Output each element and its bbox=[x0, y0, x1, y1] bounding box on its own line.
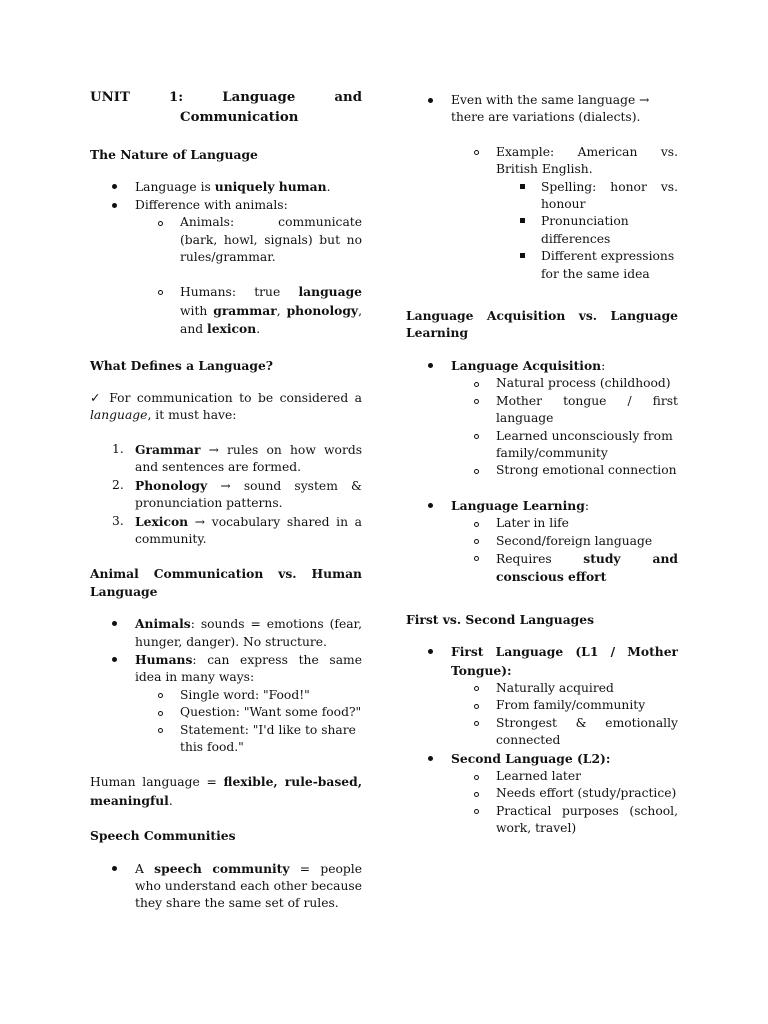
list-item: Practical purposes (school, work, travel) bbox=[406, 803, 678, 838]
circle-bullet-icon bbox=[474, 556, 479, 561]
circle-bullet-icon bbox=[474, 792, 479, 797]
circle-bullet-icon bbox=[474, 150, 479, 155]
list-item: Second/foreign language bbox=[406, 533, 678, 550]
bullet-icon bbox=[112, 203, 117, 208]
list-item: Strong emotional connection bbox=[406, 462, 678, 479]
list-item: Animals: sounds = emotions (fear, hunger, danger). No structure. bbox=[90, 615, 362, 651]
list-item: Later in life bbox=[406, 515, 678, 532]
square-bullet-icon bbox=[520, 218, 525, 223]
circle-bullet-icon bbox=[158, 693, 163, 698]
list-item: From family/community bbox=[406, 697, 678, 714]
unit-title-line1: UNIT 1: Language and bbox=[90, 90, 362, 105]
list-item: A speech community = people who understand each other because they share the same set of rules. bbox=[90, 860, 362, 913]
defines-intro: ✓ For communication to be considered a language, it must have: bbox=[90, 391, 362, 423]
circle-bullet-icon bbox=[474, 686, 479, 691]
list-item: Difference with animals: bbox=[90, 197, 362, 214]
unit-title-line2: Communication bbox=[180, 110, 299, 125]
circle-bullet-icon bbox=[474, 809, 479, 814]
circle-bullet-icon bbox=[474, 469, 479, 474]
list-item: Language is uniquely human. bbox=[90, 178, 362, 196]
nature-heading: The Nature of Language bbox=[90, 147, 258, 162]
circle-bullet-icon bbox=[474, 704, 479, 709]
first-second-heading: First vs. Second Languages bbox=[406, 611, 595, 627]
list-item: Needs effort (study/practice) bbox=[406, 785, 678, 802]
list-item: Single word: "Food!" bbox=[90, 687, 362, 704]
bullet-icon bbox=[112, 866, 117, 871]
list-item: Learned later bbox=[406, 768, 678, 785]
bullet-icon bbox=[428, 756, 433, 761]
circle-bullet-icon bbox=[158, 728, 163, 733]
circle-bullet-icon bbox=[158, 711, 163, 716]
bullet-icon bbox=[428, 503, 433, 508]
animal-human-list bbox=[90, 615, 362, 756]
unit-title bbox=[90, 88, 362, 128]
acq-heading: Language Acquisition vs. Language Learning bbox=[406, 308, 678, 341]
list-item: Spelling: honor vs. honour bbox=[406, 179, 678, 214]
circle-bullet-icon bbox=[474, 399, 479, 404]
list-item: 1. Grammar → rules on how words and sentences are formed. bbox=[112, 441, 362, 475]
list-item: 3. Lexicon → vocabulary shared in a community. bbox=[112, 513, 362, 546]
list-item: Different expressions for the same idea bbox=[406, 248, 678, 283]
list-item: Animals: communicate (bark, howl, signals) but no rules/grammar. bbox=[90, 214, 362, 266]
list-item: Humans: can express the same idea in many ways: bbox=[90, 651, 362, 687]
bullet-icon bbox=[428, 363, 433, 368]
circle-bullet-icon bbox=[474, 434, 479, 439]
list-item: Statement: "I'd like to share this food." bbox=[90, 722, 362, 757]
circle-bullet-icon bbox=[158, 290, 163, 295]
list-item: Requires study and conscious effort bbox=[406, 550, 678, 587]
list-item: Naturally acquired bbox=[406, 680, 678, 697]
animal-human-heading: Animal Communication vs. Human Language bbox=[90, 566, 362, 599]
bullet-icon bbox=[428, 98, 433, 103]
first-second-list bbox=[406, 643, 678, 837]
nature-list bbox=[90, 178, 362, 338]
circle-bullet-icon bbox=[474, 382, 479, 387]
circle-bullet-icon bbox=[158, 221, 163, 226]
list-item: Even with the same language → there are variations (dialects). bbox=[406, 92, 678, 127]
list-item: Pronunciation differences bbox=[406, 213, 678, 248]
acq-list bbox=[406, 357, 678, 587]
list-item: Second Language (L2): bbox=[406, 750, 678, 768]
list-item: Strongest & emotionally connected bbox=[406, 715, 678, 750]
list-item: Language Learning: bbox=[406, 497, 678, 515]
list-item: First Language (L1 / Mother Tongue): bbox=[406, 643, 678, 680]
right-column bbox=[406, 92, 678, 838]
circle-bullet-icon bbox=[474, 775, 479, 780]
list-item: Example: American vs. British English. bbox=[406, 144, 678, 179]
bullet-icon bbox=[112, 657, 117, 662]
circle-bullet-icon bbox=[474, 522, 479, 527]
circle-bullet-icon bbox=[474, 539, 479, 544]
defines-heading: What Defines a Language? bbox=[90, 357, 274, 373]
bullet-icon bbox=[428, 649, 433, 654]
bullet-icon bbox=[112, 621, 117, 626]
square-bullet-icon bbox=[520, 253, 525, 258]
human-language-summary: Human language = flexible, rule-based, meaningful. bbox=[90, 774, 362, 808]
variations-list bbox=[406, 92, 678, 283]
list-item: Learned unconsciously from family/community bbox=[406, 428, 678, 463]
list-item: 2. Phonology → sound system & pronunciation patterns. bbox=[112, 477, 362, 511]
circle-bullet-icon bbox=[474, 721, 479, 726]
defines-list bbox=[90, 441, 362, 548]
list-item: Question: "Want some food?" bbox=[90, 704, 362, 721]
list-item: Natural process (childhood) bbox=[406, 375, 678, 392]
bullet-icon bbox=[112, 184, 117, 189]
speech-list bbox=[90, 860, 362, 913]
square-bullet-icon bbox=[520, 184, 525, 189]
list-item: Humans: true language with grammar, phonology, and lexicon. bbox=[90, 283, 362, 338]
speech-heading: Speech Communities bbox=[90, 828, 236, 844]
list-item: Mother tongue / first language bbox=[406, 393, 678, 428]
left-column bbox=[90, 88, 362, 913]
list-item: Language Acquisition: bbox=[406, 357, 678, 375]
